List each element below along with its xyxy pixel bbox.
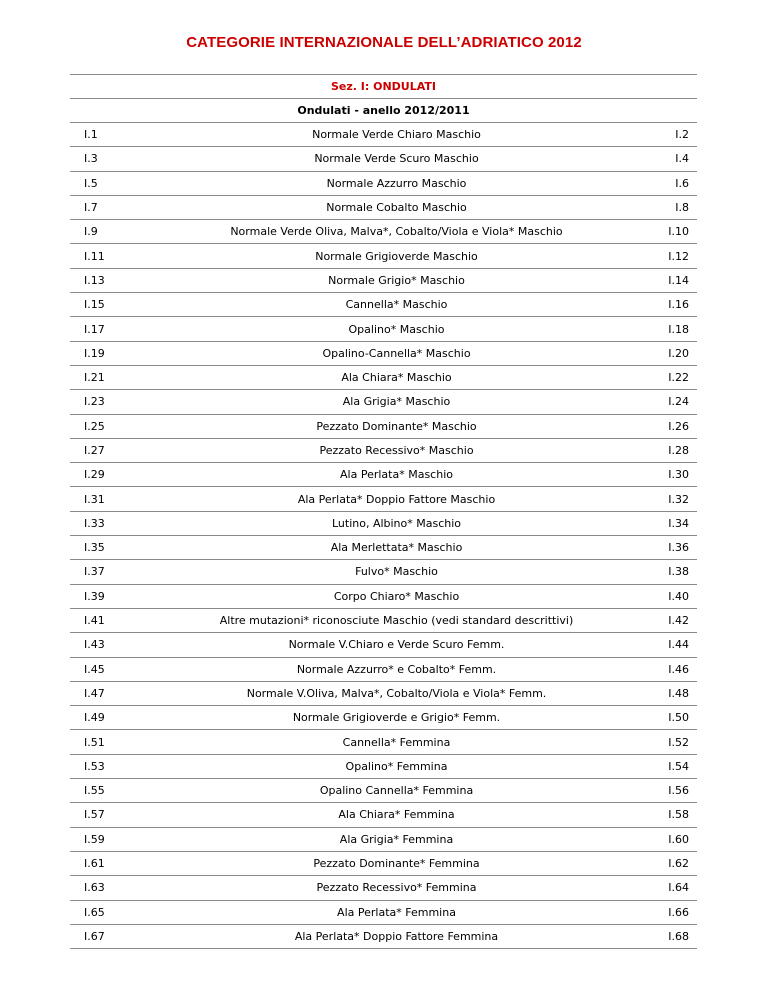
category-code-left: I.49	[84, 711, 105, 725]
table-row	[70, 487, 697, 511]
category-code-left: I.45	[84, 662, 105, 676]
table-row	[70, 293, 697, 317]
category-description: Normale Grigioverde Maschio	[315, 249, 478, 263]
category-description: Opalino* Femmina	[345, 759, 448, 773]
category-description: Ala Grigia* Femmina	[339, 832, 454, 846]
category-code-left: I.65	[84, 905, 105, 919]
category-code-right: I.58	[668, 808, 689, 822]
category-description: Normale Verde Scuro Maschio	[314, 152, 479, 166]
category-code-left: I.21	[84, 371, 105, 385]
category-description: Cannella* Femmina	[342, 735, 451, 749]
category-code-right: I.54	[668, 759, 689, 773]
category-description: Ala Grigia* Maschio	[342, 395, 451, 409]
table-row	[70, 560, 697, 584]
category-description: Altre mutazioni* riconosciute Maschio (vedi standard descrittivi)	[219, 614, 574, 628]
category-code-right: I.34	[668, 516, 689, 530]
category-code-right: I.18	[668, 322, 689, 336]
category-code-right: I.48	[668, 686, 689, 700]
table-row	[70, 876, 697, 900]
category-description: Corpo Chiaro* Maschio	[333, 589, 460, 603]
categories-table	[70, 74, 697, 949]
category-code-right: I.36	[668, 541, 689, 555]
category-code-right: I.68	[668, 929, 689, 943]
table-row	[70, 658, 697, 682]
table-row	[70, 366, 697, 390]
table-row	[70, 244, 697, 268]
category-code-right: I.24	[668, 395, 689, 409]
category-code-left: I.37	[84, 565, 105, 579]
table-row	[70, 512, 697, 536]
table-row	[70, 633, 697, 657]
category-code-left: I.51	[84, 735, 105, 749]
category-code-right: I.12	[668, 249, 689, 263]
category-code-left: I.55	[84, 784, 105, 798]
table-row	[70, 172, 697, 196]
category-description: Ala Perlata* Doppio Fattore Femmina	[294, 929, 499, 943]
category-description: Normale Azzurro Maschio	[326, 176, 467, 190]
category-code-left: I.3	[84, 152, 98, 166]
table-row	[70, 147, 697, 171]
category-code-right: I.22	[668, 371, 689, 385]
table-row	[70, 682, 697, 706]
table-row	[70, 463, 697, 487]
category-description: Ala Perlata* Femmina	[337, 905, 456, 919]
category-code-left: I.13	[84, 273, 105, 287]
table-row	[70, 730, 697, 754]
category-description: Ala Chiara* Femmina	[338, 808, 455, 822]
category-description: Normale Grigio* Maschio	[328, 273, 465, 287]
table-row	[70, 925, 697, 949]
table-row	[70, 196, 697, 220]
category-description: Ala Chiara* Maschio	[341, 371, 452, 385]
category-description: Normale Cobalto Maschio	[326, 201, 467, 215]
category-description: Normale V.Chiaro e Verde Scuro Femm.	[288, 638, 505, 652]
category-code-left: I.43	[84, 638, 105, 652]
table-row	[70, 317, 697, 341]
category-code-left: I.59	[84, 832, 105, 846]
table-row	[70, 123, 697, 147]
category-code-right: I.10	[668, 225, 689, 239]
category-description: Ala Perlata* Maschio	[340, 468, 453, 482]
category-code-left: I.15	[84, 298, 105, 312]
table-row	[70, 439, 697, 463]
category-code-right: I.26	[668, 419, 689, 433]
category-code-left: I.39	[84, 589, 105, 603]
category-code-left: I.19	[84, 346, 105, 360]
category-code-left: I.63	[84, 881, 105, 895]
table-row	[70, 779, 697, 803]
category-description: Normale Grigioverde e Grigio* Femm.	[292, 711, 501, 725]
category-code-right: I.66	[668, 905, 689, 919]
category-code-left: I.41	[84, 614, 105, 628]
category-code-right: I.8	[675, 201, 689, 215]
category-code-right: I.56	[668, 784, 689, 798]
category-description: Pezzato Recessivo* Femmina	[316, 881, 477, 895]
category-description: Normale V.Oliva, Malva*, Cobalto/Viola e Viola* Femm.	[246, 686, 547, 700]
category-description: Normale Verde Chiaro Maschio	[312, 128, 481, 142]
category-code-right: I.46	[668, 662, 689, 676]
category-code-left: I.47	[84, 686, 105, 700]
category-description: Ala Perlata* Doppio Fattore Maschio	[297, 492, 496, 506]
category-code-left: I.31	[84, 492, 105, 506]
category-description: Opalino-Cannella* Maschio	[322, 346, 471, 360]
category-code-left: I.53	[84, 759, 105, 773]
table-row	[70, 706, 697, 730]
category-code-right: I.42	[668, 614, 689, 628]
category-description: Normale Verde Oliva, Malva*, Cobalto/Viola e Viola* Maschio	[230, 225, 563, 239]
category-code-left: I.25	[84, 419, 105, 433]
category-code-right: I.50	[668, 711, 689, 725]
category-description: Normale Azzurro* e Cobalto* Femm.	[296, 662, 497, 676]
category-code-left: I.61	[84, 857, 105, 871]
category-code-right: I.38	[668, 565, 689, 579]
table-row	[70, 609, 697, 633]
category-code-left: I.57	[84, 808, 105, 822]
category-code-left: I.1	[84, 128, 98, 142]
document-title: CATEGORIE INTERNAZIONALE DELL’ADRIATICO 2012	[186, 34, 582, 51]
category-description: Opalino* Maschio	[348, 322, 445, 336]
category-code-left: I.27	[84, 444, 105, 457]
table-row	[70, 220, 697, 244]
category-code-left: I.67	[84, 929, 105, 943]
category-code-right: I.4	[675, 152, 689, 166]
table-row	[70, 755, 697, 779]
category-code-right: I.20	[668, 346, 689, 360]
category-code-right: I.28	[668, 444, 689, 457]
category-code-right: I.52	[668, 735, 689, 749]
category-description: Pezzato Dominante* Maschio	[316, 419, 477, 433]
table-row	[70, 852, 697, 876]
category-description: Ala Merlettata* Maschio	[330, 541, 463, 555]
category-code-left: I.11	[84, 249, 105, 263]
category-description: Lutino, Albino* Maschio	[331, 516, 462, 530]
section-heading: Sez. I: ONDULATI	[70, 75, 697, 99]
category-code-right: I.40	[668, 589, 689, 603]
table-row	[70, 390, 697, 414]
table-row	[70, 803, 697, 827]
category-description: Opalino Cannella* Femmina	[319, 784, 474, 798]
category-code-right: I.16	[668, 298, 689, 312]
category-code-right: I.2	[675, 128, 689, 142]
table-row	[70, 536, 697, 560]
category-code-left: I.35	[84, 541, 105, 555]
category-code-right: I.30	[668, 468, 689, 482]
category-code-left: I.33	[84, 516, 105, 530]
category-code-left: I.7	[84, 201, 98, 215]
category-code-right: I.14	[668, 273, 689, 287]
table-row	[70, 585, 697, 609]
category-code-left: I.9	[84, 225, 98, 239]
category-code-right: I.62	[668, 857, 689, 871]
subsection-heading: Ondulati - anello 2012/2011	[70, 99, 697, 123]
category-code-right: I.60	[668, 832, 689, 846]
table-row	[70, 828, 697, 852]
category-description: Cannella* Maschio	[345, 298, 448, 312]
category-code-left: I.5	[84, 176, 98, 190]
category-description: Pezzato Recessivo* Maschio	[319, 444, 474, 457]
table-row	[70, 415, 697, 439]
table-row	[70, 901, 697, 925]
table-row	[70, 342, 697, 366]
category-code-left: I.17	[84, 322, 105, 336]
category-code-left: I.23	[84, 395, 105, 409]
table-row	[70, 269, 697, 293]
category-code-right: I.6	[675, 176, 689, 190]
category-code-left: I.29	[84, 468, 105, 482]
category-description: Fulvo* Maschio	[355, 565, 438, 579]
category-code-right: I.64	[668, 881, 689, 895]
category-description: Pezzato Dominante* Femmina	[313, 857, 480, 871]
table-body	[70, 123, 697, 949]
category-code-right: I.44	[668, 638, 689, 652]
category-code-right: I.32	[668, 492, 689, 506]
